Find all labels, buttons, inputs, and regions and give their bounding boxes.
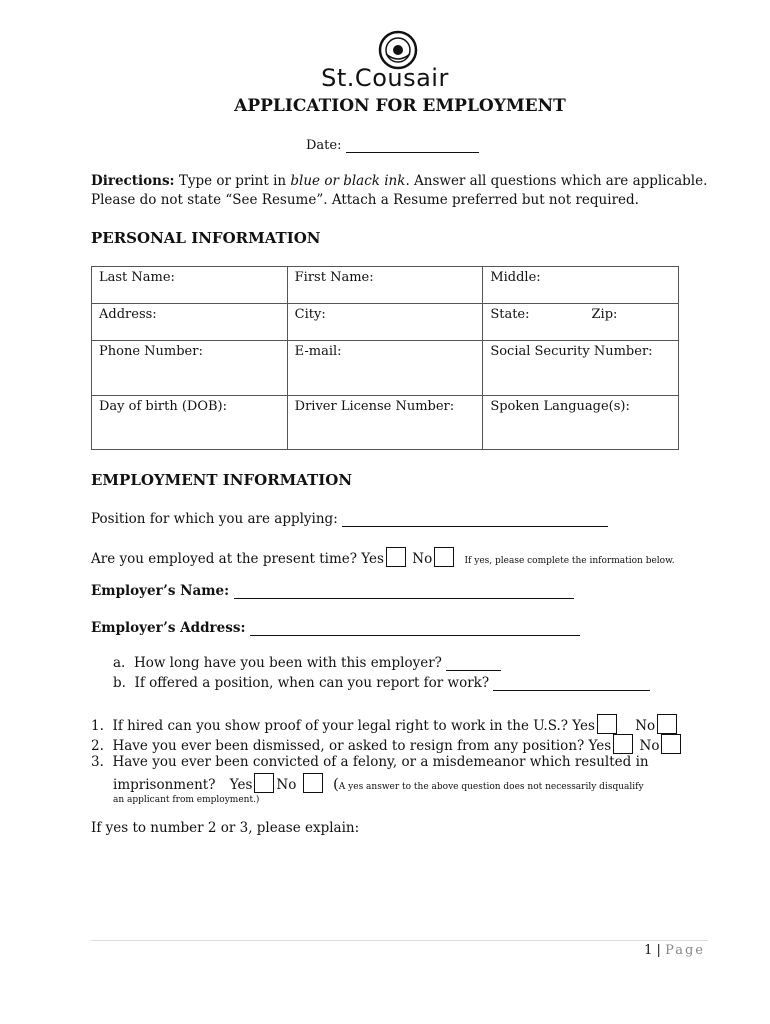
- q2-no-label: No: [639, 738, 660, 754]
- employed-row: [91, 547, 675, 567]
- q3-no-checkbox[interactable]: [303, 773, 323, 793]
- q3-yes-label: Yes: [229, 777, 253, 793]
- date-label: Date:: [306, 138, 342, 153]
- question-a-text: How long have you been with this employer?: [133, 655, 442, 671]
- question-3-marker: 3.: [91, 754, 104, 770]
- tenure-input[interactable]: [446, 658, 501, 671]
- phone-field[interactable]: Phone Number:: [92, 341, 288, 396]
- question-b-marker: b.: [113, 675, 126, 691]
- address-field[interactable]: Address:: [92, 304, 288, 341]
- employed-no-label: No: [412, 551, 433, 567]
- dob-field[interactable]: Day of birth (DOB):: [92, 396, 288, 450]
- employed-yes-checkbox[interactable]: [386, 547, 406, 567]
- directions-text-2: . Answer all questions which are applicable. Please do not state “See Resume”. Attach a Resume preferred but not required.: [91, 173, 708, 208]
- city-field[interactable]: City:: [287, 304, 483, 341]
- footer-divider: [91, 940, 708, 941]
- q3-note: A yes answer to the above question does not necessarily disqualify: [338, 782, 644, 792]
- employer-address-input[interactable]: [250, 623, 580, 636]
- date-field[interactable]: [346, 140, 479, 153]
- question-3: [91, 754, 649, 770]
- last-name-field[interactable]: Last Name:: [92, 267, 288, 304]
- question-a: [113, 655, 501, 671]
- zip-label: Zip:: [591, 307, 618, 322]
- spoken-languages-field[interactable]: Spoken Language(s):: [483, 396, 679, 450]
- email-field[interactable]: E-mail:: [287, 341, 483, 396]
- employer-address-row: [91, 620, 580, 636]
- question-2-marker: 2.: [91, 738, 104, 754]
- page-separator: |: [656, 943, 661, 958]
- first-name-field[interactable]: First Name:: [287, 267, 483, 304]
- directions: [91, 172, 711, 210]
- position-row: [91, 511, 608, 527]
- page-label: Page: [665, 943, 705, 958]
- q3-no-label: No: [276, 777, 297, 793]
- question-2: [91, 734, 683, 754]
- question-3-continued: [113, 773, 644, 793]
- state-label: State:: [490, 307, 530, 322]
- directions-italic: blue or black ink: [290, 173, 406, 189]
- question-1-marker: 1.: [91, 718, 104, 734]
- brand-name: St.Cousair: [321, 64, 449, 92]
- q2-yes-checkbox[interactable]: [613, 734, 633, 754]
- q1-no-label: No: [635, 718, 656, 734]
- employed-note: If yes, please complete the information below.: [464, 556, 675, 566]
- question-3-text-2: imprisonment?: [113, 777, 216, 793]
- employer-name-label: Employer’s Name:: [91, 583, 230, 599]
- ssn-field[interactable]: Social Security Number:: [483, 341, 679, 396]
- employment-heading: EMPLOYMENT INFORMATION: [91, 471, 353, 489]
- date-row: [306, 138, 479, 153]
- page-number: 1: [644, 943, 653, 958]
- directions-label: Directions:: [91, 173, 175, 189]
- question-2-text: Have you ever been dismissed, or asked to resign from any position? Yes: [112, 738, 612, 754]
- position-input[interactable]: [342, 514, 608, 527]
- page-footer: [600, 943, 705, 958]
- question-1-text: If hired can you show proof of your legal right to work in the U.S.? Yes: [112, 718, 595, 734]
- position-label: Position for which you are applying:: [91, 511, 338, 527]
- middle-name-field[interactable]: Middle:: [483, 267, 679, 304]
- employed-no-checkbox[interactable]: [434, 547, 454, 567]
- q3-note-continued: an applicant from employment.): [113, 795, 260, 805]
- driver-license-field[interactable]: Driver License Number:: [287, 396, 483, 450]
- question-1: [91, 714, 679, 734]
- employer-address-label: Employer’s Address:: [91, 620, 246, 636]
- employer-name-input[interactable]: [234, 586, 574, 599]
- employer-name-row: [91, 583, 574, 599]
- question-b: [113, 675, 650, 691]
- q1-no-checkbox[interactable]: [657, 714, 677, 734]
- employed-question: Are you employed at the present time? Yes: [91, 551, 384, 567]
- personal-heading: PERSONAL INFORMATION: [91, 229, 321, 247]
- explain-label: If yes to number 2 or 3, please explain:: [91, 820, 360, 836]
- q1-yes-checkbox[interactable]: [597, 714, 617, 734]
- q2-no-checkbox[interactable]: [661, 734, 681, 754]
- q3-yes-checkbox[interactable]: [254, 773, 274, 793]
- q3-paren: (: [332, 775, 339, 793]
- directions-text: Type or print in: [174, 173, 291, 189]
- page-title: APPLICATION FOR EMPLOYMENT: [234, 96, 566, 116]
- state-zip-field[interactable]: [483, 304, 679, 341]
- start-date-input[interactable]: [493, 678, 650, 691]
- personal-info-table: [91, 266, 679, 450]
- question-a-marker: a.: [113, 655, 126, 671]
- question-3-text: Have you ever been convicted of a felony, or a misdemeanor which resulted in: [112, 754, 649, 770]
- question-b-text: If offered a position, when can you report for work?: [134, 675, 490, 691]
